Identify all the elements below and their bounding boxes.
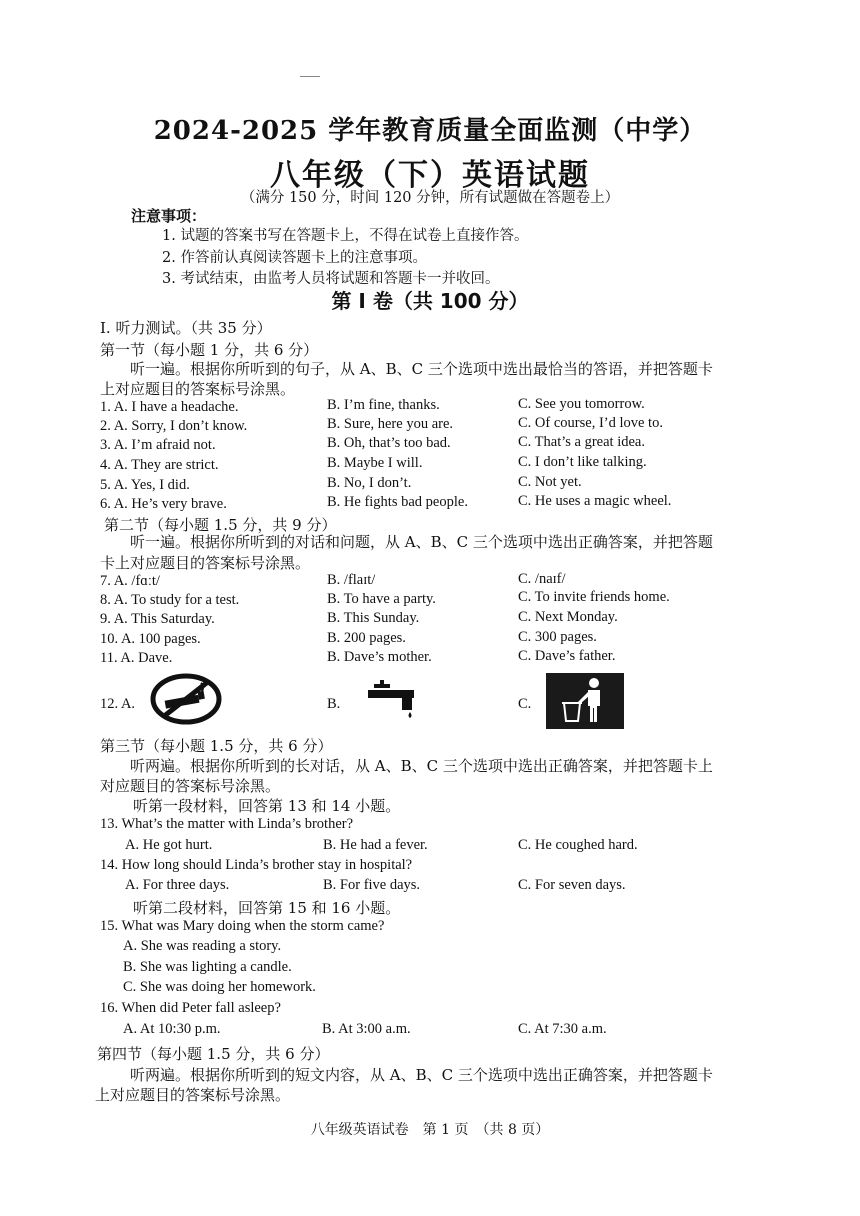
q13-option-a: A. He got hurt. — [125, 837, 213, 853]
part-title: 第 Ⅰ 卷（共 100 分） — [331, 289, 529, 313]
q14-option-b: B. For five days. — [323, 877, 421, 893]
section3-instruction-cont: 对应题目的答案标号涂黑。 — [100, 777, 281, 795]
q4-option-a: 4. A. They are strict. — [100, 457, 219, 473]
q8-option-b: B. To have a party. — [327, 591, 436, 607]
note-item: 1. 试题的答案书写在答题卡上，不得在试卷上直接作答。 — [162, 228, 529, 244]
q5-option-c: C. Not yet. — [518, 474, 582, 490]
q10-option-a: 10. A. 100 pages. — [100, 631, 201, 647]
q9-option-c: C. Next Monday. — [518, 609, 618, 625]
section4-title: 第四节（每小题 1.5 分，共 6 分） — [97, 1045, 330, 1063]
q11-option-c: C. Dave’s father. — [518, 648, 616, 664]
q1-option-a: 1. A. I have a headache. — [100, 399, 239, 415]
q6-option-a: 6. A. He’s very brave. — [100, 496, 227, 512]
note-item: 3. 考试结束，由监考人员将试题和答题卡一并收回。 — [162, 271, 500, 287]
litter-bin-icon — [546, 673, 624, 729]
q4-option-b: B. Maybe I will. — [327, 455, 423, 471]
section1-instruction: 听一遍。根据你所听到的句子，从 A、B、C 三个选项中选出最恰当的答语，并把答题卡 — [130, 360, 713, 378]
q3-option-c: C. That’s a great idea. — [518, 434, 645, 450]
no-smoking-icon — [149, 673, 223, 725]
q8-option-a: 8. A. To study for a test. — [100, 592, 240, 608]
q2-option-b: B. Sure, here you are. — [327, 416, 454, 432]
q1-option-c: C. See you tomorrow. — [518, 396, 645, 412]
q1-option-b: B. I’m fine, thanks. — [327, 397, 440, 413]
q13-stem: 13. What’s the matter with Linda’s brother? — [100, 816, 354, 832]
dripping-tap-icon — [364, 678, 420, 720]
q12-option-a: 12. A. — [100, 696, 136, 712]
q6-option-b: B. He fights bad people. — [327, 494, 468, 510]
q14-stem: 14. How long should Linda’s brother stay in hospital? — [100, 857, 413, 873]
q16-option-c: C. At 7:30 a.m. — [518, 1021, 607, 1037]
exam-info: （满分 150 分，时间 120 分钟，所有试题做在答题卷上） — [240, 190, 620, 206]
section1-instruction-cont: 上对应题目的答案标号涂黑。 — [100, 380, 296, 398]
exam-subtitle: 八年级（下）英语试题 — [270, 158, 590, 193]
material-2-note: 听第二段材料，回答第 15 和 16 小题。 — [133, 899, 401, 917]
q3-option-b: B. Oh, that’s too bad. — [327, 435, 451, 451]
section1-title: 第一节（每小题 1 分，共 6 分） — [100, 341, 319, 359]
q9-option-a: 9. A. This Saturday. — [100, 611, 215, 627]
q2-option-c: C. Of course, I’d love to. — [518, 415, 663, 431]
q11-option-a: 11. A. Dave. — [100, 650, 173, 666]
q4-option-c: C. I don’t like talking. — [518, 454, 647, 470]
notes-heading: 注意事项： — [131, 207, 207, 225]
exam-title: 2024-2025 学年教育质量全面监测（中学） — [153, 116, 707, 146]
q14-option-c: C. For seven days. — [518, 877, 626, 893]
section2-instruction-cont: 卡上对应题目的答案标号涂黑。 — [100, 554, 311, 572]
section3-instruction: 听两遍。根据你所听到的长对话，从 A、B、C 三个选项中选出正确答案，并把答题卡上 — [130, 757, 713, 775]
q15-option-c: C. She was doing her homework. — [123, 979, 316, 995]
listening-title: Ⅰ. 听力测试。（共 35 分） — [100, 319, 272, 337]
q15-option-b: B. She was lighting a candle. — [123, 959, 292, 975]
q12-option-b: B. — [327, 696, 341, 712]
q13-option-b: B. He had a fever. — [323, 837, 428, 853]
scan-mark — [300, 76, 320, 77]
q16-option-b: B. At 3:00 a.m. — [322, 1021, 411, 1037]
q8-option-c: C. To invite friends home. — [518, 589, 670, 605]
q5-option-a: 5. A. Yes, I did. — [100, 477, 190, 493]
section2-title: 第二节（每小题 1.5 分，共 9 分） — [104, 516, 337, 534]
q5-option-b: B. No, I don’t. — [327, 475, 412, 491]
section4-instruction: 听两遍。根据你所听到的短文内容，从 A、B、C 三个选项中选出正确答案，并把答题卡 — [130, 1066, 713, 1084]
q7-option-b: B. /flaɪt/ — [327, 572, 376, 588]
q15-stem: 15. What was Mary doing when the storm came? — [100, 918, 385, 934]
note-item: 2. 作答前认真阅读答题卡上的注意事项。 — [162, 250, 427, 266]
q10-option-b: B. 200 pages. — [327, 630, 406, 646]
q7-option-a: 7. A. /fɑːt/ — [100, 573, 160, 589]
q16-option-a: A. At 10:30 p.m. — [123, 1021, 221, 1037]
q15-option-a: A. She was reading a story. — [123, 938, 282, 954]
material-1-note: 听第一段材料，回答第 13 和 14 小题。 — [133, 797, 401, 815]
q10-option-c: C. 300 pages. — [518, 629, 597, 645]
q9-option-b: B. This Sunday. — [327, 610, 420, 626]
q11-option-b: B. Dave’s mother. — [327, 649, 432, 665]
q13-option-c: C. He coughed hard. — [518, 837, 638, 853]
q12-option-c: C. — [518, 696, 532, 712]
q2-option-a: 2. A. Sorry, I don’t know. — [100, 418, 248, 434]
q16-stem: 16. When did Peter fall asleep? — [100, 1000, 281, 1016]
section2-instruction: 听一遍。根据你所听到的对话和问题，从 A、B、C 三个选项中选出正确答案，并把答题 — [130, 533, 713, 551]
page-footer: 八年级英语试卷 第 1 页 （共 8 页） — [310, 1122, 550, 1138]
q6-option-c: C. He uses a magic wheel. — [518, 493, 672, 509]
section4-instruction-cont: 上对应题目的答案标号涂黑。 — [95, 1086, 291, 1104]
section3-title: 第三节（每小题 1.5 分，共 6 分） — [100, 737, 333, 755]
q7-option-c: C. /naɪf/ — [518, 571, 566, 587]
q14-option-a: A. For three days. — [125, 877, 230, 893]
q3-option-a: 3. A. I’m afraid not. — [100, 437, 216, 453]
